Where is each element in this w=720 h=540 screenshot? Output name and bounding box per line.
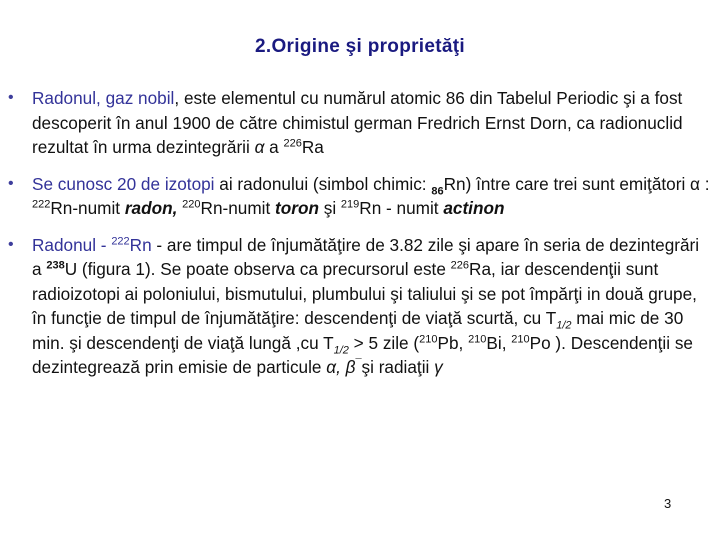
bullet-text: Se cunosc 20 de izotopi ai radonului (simbol chimic: $_{86}$Rn) între care trei sunt emiţători α : $^{222}$Rn-numit radon, $^{220}$Rn-numit toron şi $^{219}$Rn - numit actinon	[32, 173, 710, 218]
bullet-dot-icon: •	[8, 174, 14, 192]
bullet-dot-icon: •	[8, 235, 14, 253]
bullet-dot-icon: •	[8, 89, 14, 106]
bullet-text: Radonul, gaz nobil, este elementul cu numărul atomic 86 din Tabelul Periodic şi a fost descoperit în anul 1900 de către chimistul german Fredrich Ernst Dorn, ca radionuclid rezultat în urma dezintegrării α a $^{226}$Ra	[32, 88, 683, 157]
bullet-lead: Radonul, gaz nobil	[32, 88, 175, 108]
page-title: 2.Origine şi proprietăţi	[255, 36, 465, 57]
bullet-list	[8, 86, 712, 392]
page-number: 3	[664, 496, 672, 511]
list-item	[8, 172, 712, 221]
list-item	[8, 233, 712, 380]
bullet-lead: Radonul -	[32, 234, 112, 255]
bullet-text: Radonul - $^{222}$Rn - are timpul de înjumătăţire de 3.82 zile şi apare în seria de dezintegrări a $^{238}$U (figura 1). Se poate observa ca precursorul este $^{226}$Ra, iar descendenţii sunt radioizotopi ai poloniului, bismutului, plumbului şi taliului şi se pot împărţi in două grupe, în funcţie de timpul de înjumătăţire: descendenţi de viaţă scurtă, cu $T_{1/2}$ mai mic de 30 min. şi descendenţi de viaţă lungă ,cu $T_{1/2} > 5$ zile ($^{210}$Pb, $^{210}$Bi, $^{210}$Po ). Descendenţii se dezintegrează prin emisie de particule α, β¯şi radiaţii γ	[32, 234, 700, 377]
bullet-lead: Se cunosc 20 de izotopi	[32, 173, 215, 194]
list-item	[8, 86, 712, 160]
